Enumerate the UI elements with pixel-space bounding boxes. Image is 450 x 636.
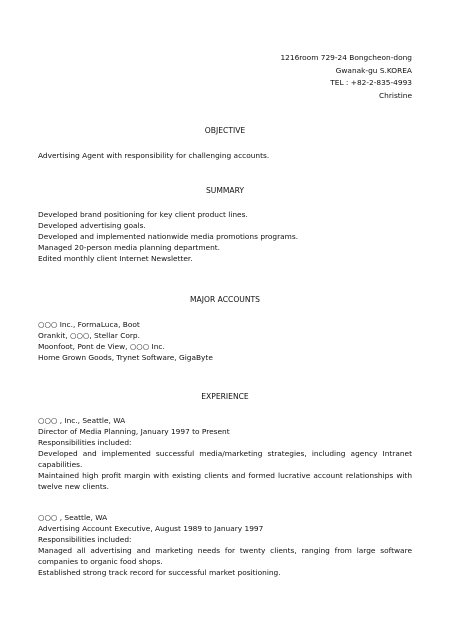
account-item: Orankit, ○○○, Stellar Corp. [38, 331, 140, 340]
summary-item: Managed 20-person media planning department. [38, 243, 221, 252]
job-responsibility-line: Managed all advertising and marketing needs for twenty clients, ranging from large software [38, 546, 412, 555]
job-responsibility-line: companies to organic food shops. [38, 557, 163, 566]
objective-heading: OBJECTIVE [204, 126, 246, 135]
phone-number: TEL : +82-2-835-4993 [330, 78, 412, 87]
major-accounts-section [38, 319, 412, 363]
job-responsibility-line: Established strong track record for successful market positioning. [38, 568, 281, 577]
job-responsibility-line: twelve new clients. [38, 482, 109, 491]
account-item: ○○○ Inc., FormaLuca, Boot [38, 320, 140, 329]
candidate-name: Christine [379, 90, 412, 100]
job-responsibilities-label: Responsibilities included: [38, 438, 132, 447]
summary-section [38, 209, 412, 264]
job-company: ○○○ , Seattle, WA [38, 513, 108, 522]
summary-item: Edited monthly client Internet Newsletter. [38, 254, 193, 263]
summary-item: Developed and implemented nationwide media promotions programs. [38, 232, 299, 241]
job-responsibility-line: capabilities. [38, 460, 83, 469]
experience-heading: EXPERIENCE [201, 392, 249, 401]
major-accounts-heading: MAJOR ACCOUNTS [190, 295, 260, 304]
job-company: ○○○ , Inc., Seattle, WA [38, 416, 126, 425]
job-role: Director of Media Planning, January 1997 to Present [38, 427, 230, 436]
objective-section [38, 150, 412, 161]
job-responsibility-line: Developed and implemented successful media/marketing strategies, including agency Intranet [38, 449, 412, 458]
summary-heading: SUMMARY [205, 186, 245, 195]
experience-job-2 [38, 512, 412, 578]
job-responsibilities-label: Responsibilities included: [38, 535, 132, 544]
contact-block [280, 52, 412, 102]
summary-item: Developed brand positioning for key client product lines. [38, 210, 248, 219]
account-item: Home Grown Goods, Trynet Software, GigaByte [38, 353, 213, 362]
experience-job-1 [38, 415, 412, 492]
account-item: Moonfoot, Pont de View, ○○○ Inc. [38, 342, 165, 351]
job-responsibility-line: Maintained high profit margin with existing clients and formed lucrative account relationships with [38, 471, 412, 480]
address-line-2: Gwanak-gu S.KOREA [335, 65, 412, 75]
summary-item: Developed advertising goals. [38, 221, 146, 230]
objective-text: Advertising Agent with responsibility for challenging accounts. [38, 151, 270, 160]
address-line-1: 1216room 729-24 Bongcheon-dong [280, 53, 412, 62]
job-role: Advertising Account Executive, August 1989 to January 1997 [38, 524, 264, 533]
